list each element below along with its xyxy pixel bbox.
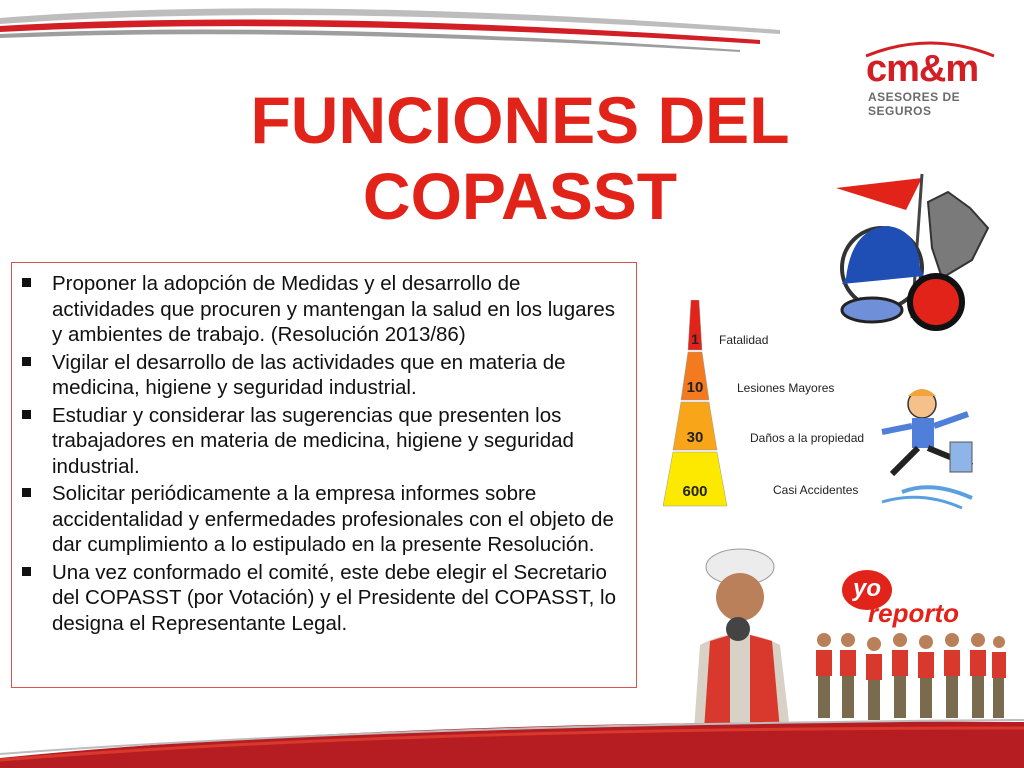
pyramid-number-30: 30 xyxy=(686,429,704,446)
function-item xyxy=(52,481,626,558)
square-bullet-icon xyxy=(22,567,31,576)
function-text: Solicitar periódicamente a la empresa informes sobre accidentalidad y enfermedades profesionales con el objeto de dar cumplimiento a lo estipulado en la presente Resolución. xyxy=(52,482,614,556)
slipping-worker-cartoon-icon xyxy=(872,382,992,517)
title-line-2: COPASST xyxy=(362,159,678,233)
slide-title xyxy=(200,82,840,234)
pyramid-number-600: 600 xyxy=(682,483,708,500)
function-item xyxy=(52,271,626,348)
reporto-text: reporto xyxy=(868,598,959,628)
pyramid-label-fatalidad: Fatalidad xyxy=(719,333,769,347)
function-item xyxy=(52,560,626,637)
functions-list xyxy=(12,263,636,636)
goggles-icon xyxy=(842,298,902,322)
functions-box xyxy=(11,262,637,688)
square-bullet-icon xyxy=(22,488,31,497)
safety-equipment-icon xyxy=(832,168,992,338)
function-text: Proponer la adopción de Medidas y el desarrollo de actividades que procuren y mantengan la salud en los lugares y ambientes de trabajo. (Resolución 2013/86) xyxy=(52,272,615,346)
glove-icon xyxy=(928,192,988,278)
red-flag-icon xyxy=(836,178,922,210)
logo-tagline: ASESORES DE SEGUROS xyxy=(868,90,961,118)
square-bullet-icon xyxy=(22,278,31,287)
pyramid-number-1: 1 xyxy=(691,331,699,347)
title-line-1: FUNCIONES DEL xyxy=(250,83,790,157)
function-text: Una vez conformado el comité, este debe elegir el Secretario del COPASST (por Votación) y el Presidente del COPASST, lo designa el Representante Legal. xyxy=(52,560,617,635)
hard-hat-icon xyxy=(842,226,924,284)
logo-wordmark: cm&m xyxy=(866,48,979,90)
pyramid-label-casi: Casi Accidentes xyxy=(773,483,859,497)
function-item xyxy=(52,350,626,401)
function-text: Estudiar y considerar las sugerencias que presenten los trabajadores en materia de medicina, higiene y seguridad industrial. xyxy=(52,403,574,478)
square-bullet-icon xyxy=(22,357,31,366)
pyramid-label-danos: Daños a la propiedad xyxy=(750,431,865,445)
function-item xyxy=(52,403,626,480)
warning-tape-icon xyxy=(910,276,962,328)
bottom-decorative-swoosh xyxy=(0,698,1024,768)
function-text: Vigilar el desarrollo de las actividades que en materia de medicina, higiene y seguridad industrial. xyxy=(52,350,566,399)
pyramid-label-lesiones: Lesiones Mayores xyxy=(737,381,835,395)
yo-badge: yo xyxy=(842,570,892,610)
cmm-logo xyxy=(860,38,1000,118)
pyramid-number-10: 10 xyxy=(686,379,704,396)
square-bullet-icon xyxy=(22,410,31,419)
